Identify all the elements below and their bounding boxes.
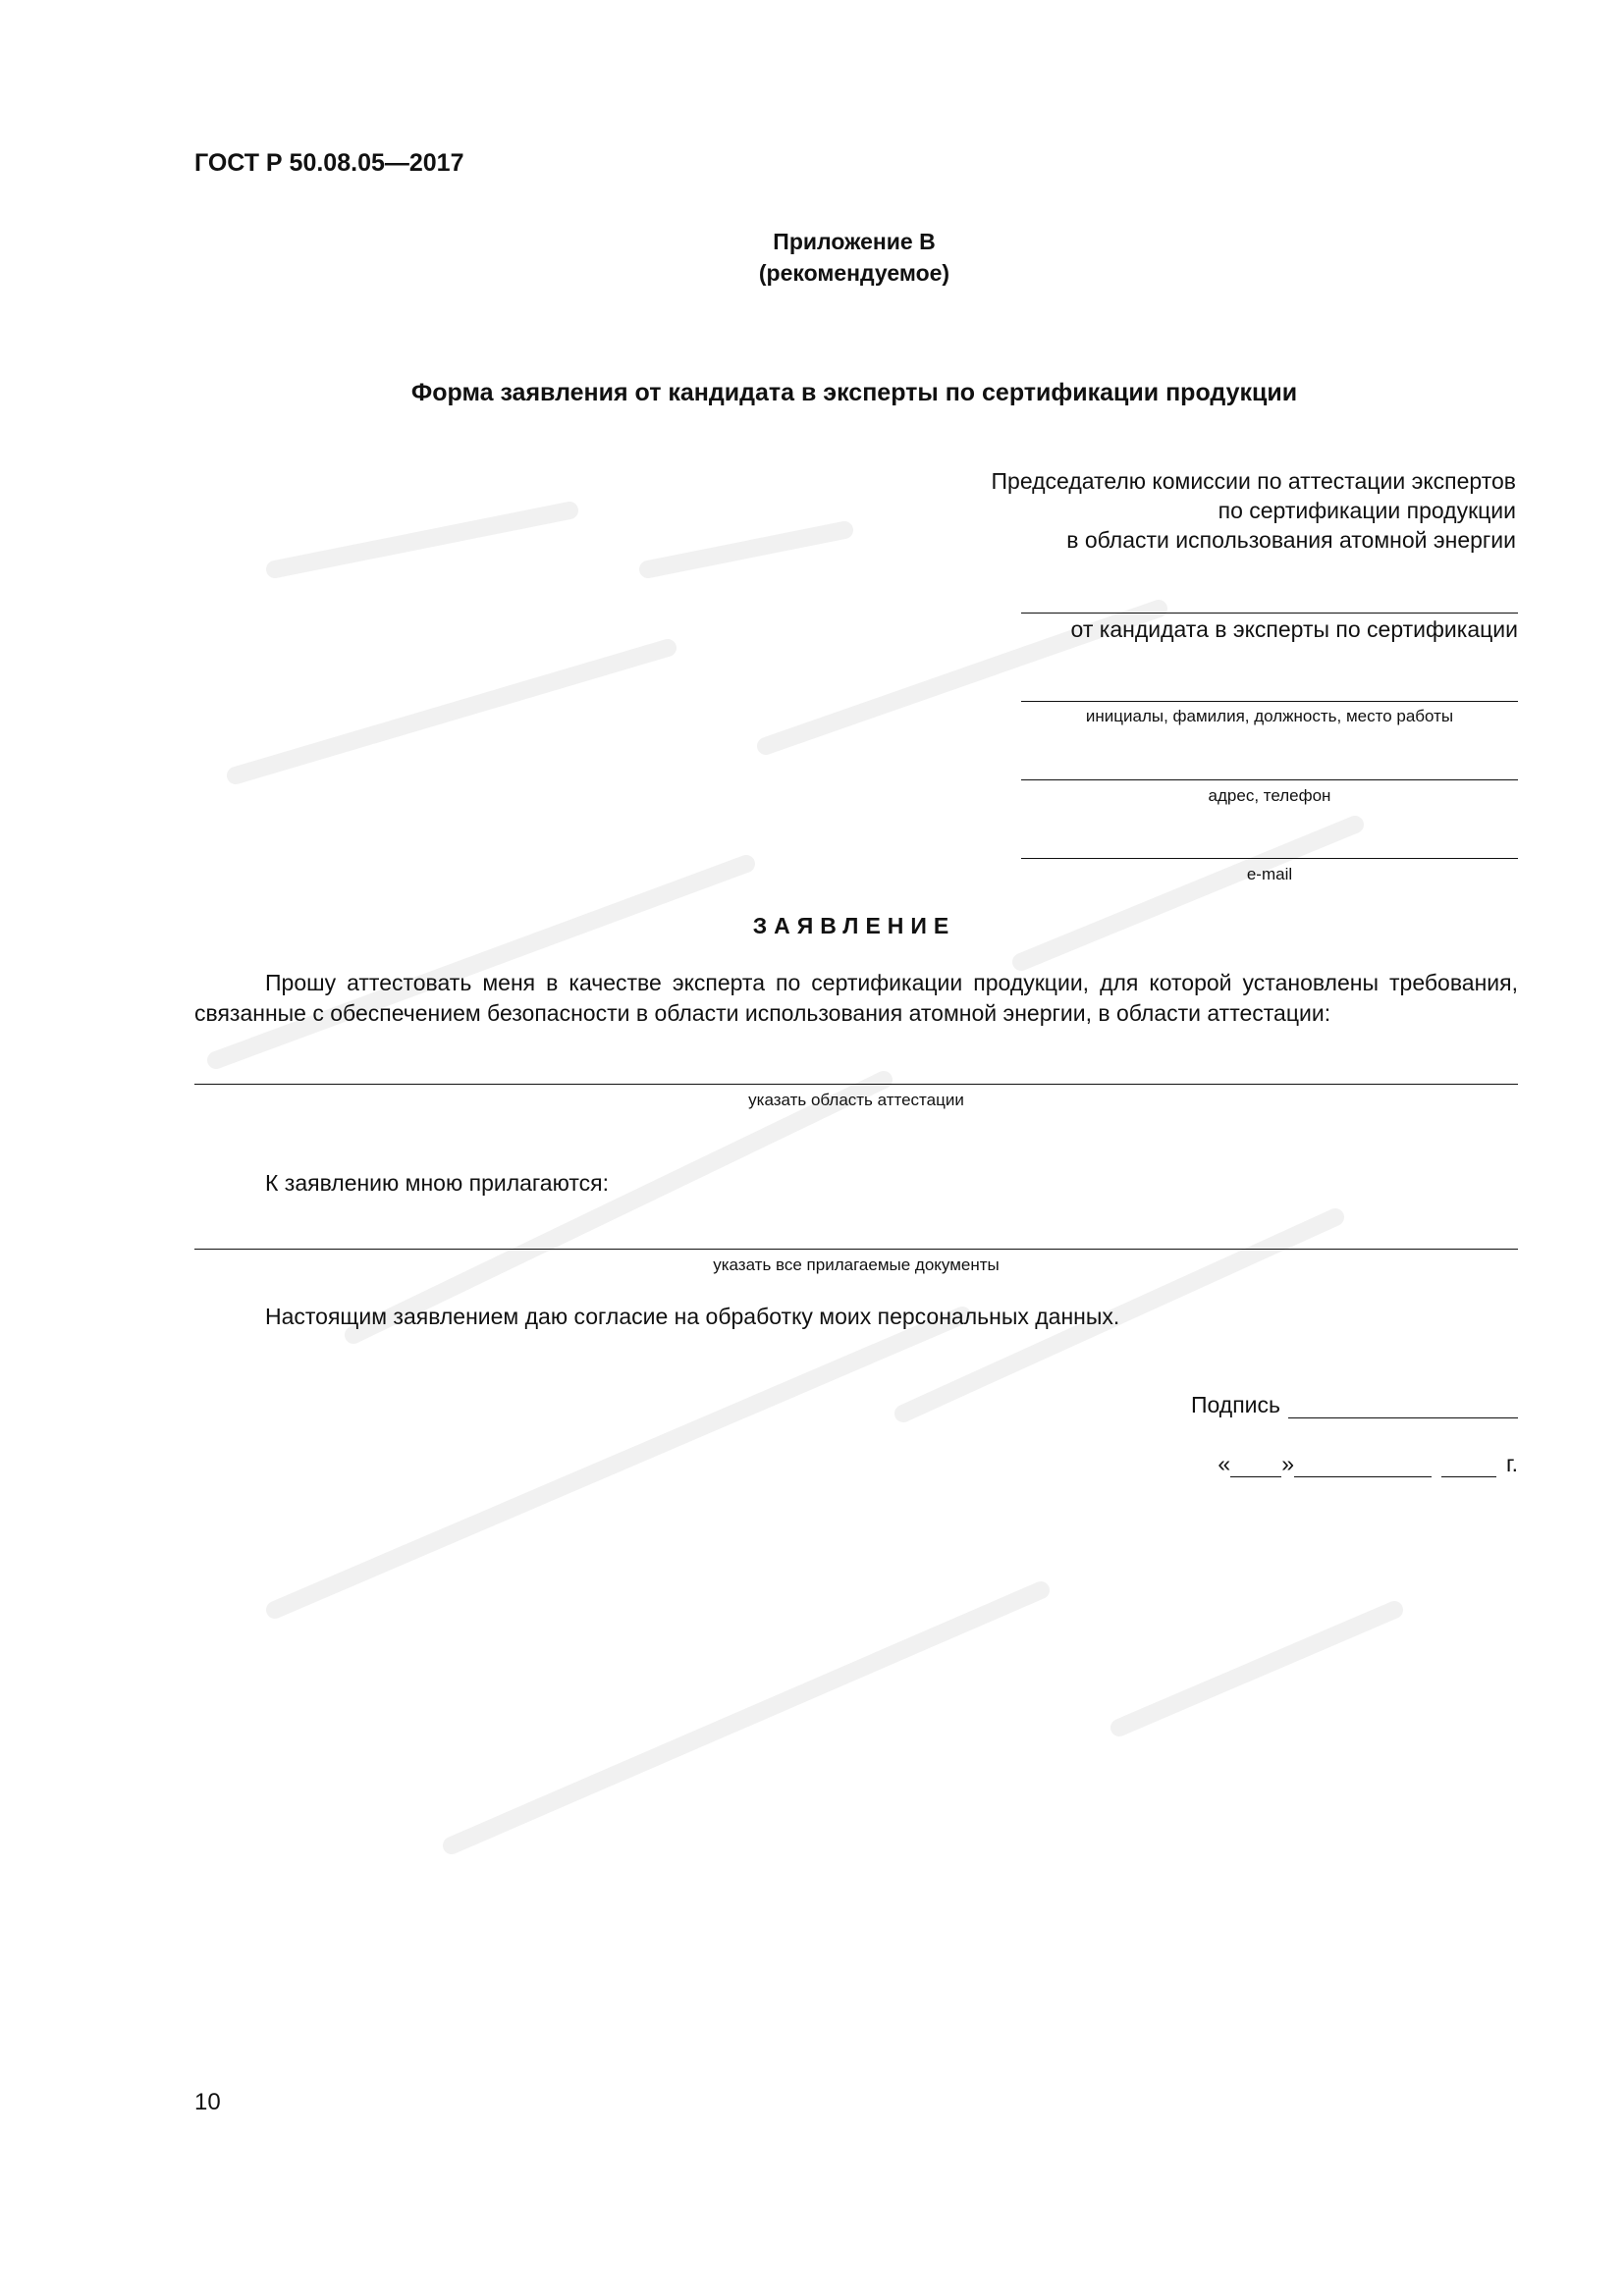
date-row <box>1218 1451 1518 1477</box>
form-title: Форма заявления от кандидата в эксперты по сертификации продукции <box>410 379 1298 406</box>
appendix-title: Приложение В <box>773 229 936 254</box>
year-blank[interactable] <box>1441 1453 1496 1477</box>
signature-blank[interactable] <box>1288 1394 1518 1418</box>
month-blank[interactable] <box>1294 1453 1432 1477</box>
year-suffix: г. <box>1506 1451 1518 1476</box>
addressee-line: Председателю комиссии по аттестации экспертов <box>991 468 1516 494</box>
statement-body-text: Прошу аттестовать меня в качестве эксперта по сертификации продукции, для которой установлены требования, связанные с обеспечением безопасности в области использования атомной энергии, в области аттестации: <box>194 970 1518 1026</box>
signature-label: Подпись <box>1190 1392 1280 1417</box>
caption-email: e-mail <box>1246 865 1293 883</box>
from-candidate-text: от кандидата в эксперты по сертификации <box>1070 616 1518 642</box>
watermark <box>157 452 1434 2120</box>
address-phone-blank[interactable] <box>1021 779 1518 780</box>
statement-body <box>194 968 1518 1029</box>
caption-attached-documents: указать все прилагаемые документы <box>713 1255 1000 1274</box>
caption-name-position: инициалы, фамилия, должность, место работы <box>1085 707 1454 725</box>
caption-address-phone: адрес, телефон <box>1208 786 1331 805</box>
date-close-quote: » <box>1281 1451 1295 1476</box>
addressee-line: в области использования атомной энергии <box>1066 527 1516 553</box>
attachments-blank[interactable] <box>194 1249 1518 1250</box>
appendix-status: (рекомендуемое) <box>758 260 950 286</box>
attachments-label: К заявлению мною прилагаются: <box>265 1170 609 1196</box>
applicant-details-blank[interactable] <box>1021 701 1518 702</box>
appendix-heading <box>0 226 1624 289</box>
attestation-area-blank[interactable] <box>194 1084 1518 1085</box>
date-open-quote: « <box>1218 1451 1231 1476</box>
page-number: 10 <box>194 2089 221 2115</box>
statement-title: ЗАЯВЛЕНИЕ <box>752 913 956 938</box>
email-blank[interactable] <box>1021 858 1518 859</box>
consent-text: Настоящим заявлением даю согласие на обработку моих персональных данных. <box>265 1304 1120 1329</box>
addressee-block <box>829 466 1516 555</box>
signature-row <box>1191 1392 1518 1418</box>
day-blank[interactable] <box>1230 1453 1281 1477</box>
applicant-name-blank[interactable] <box>1021 613 1518 614</box>
document-code: ГОСТ Р 50.08.05—2017 <box>194 149 464 177</box>
caption-attestation-area: указать область аттестации <box>748 1091 964 1109</box>
addressee-line: по сертификации продукции <box>1218 498 1516 523</box>
